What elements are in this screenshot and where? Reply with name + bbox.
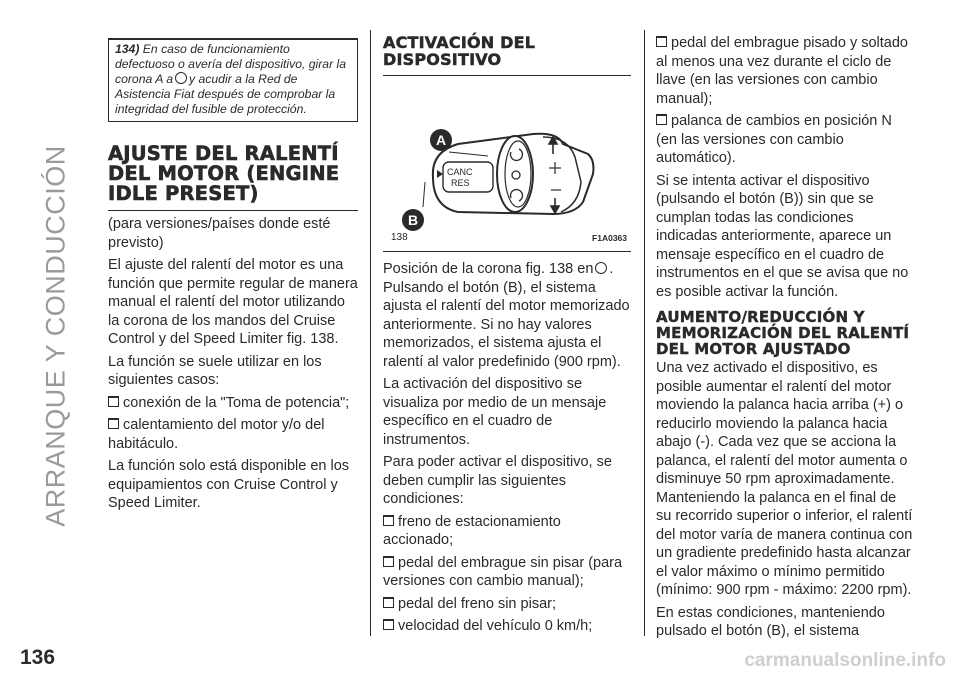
bullet-item: pedal del embrague sin pisar (para versiones con cambio manual); — [383, 554, 631, 591]
warning-note — [108, 38, 358, 122]
bullet-item: palanca de cambios en posición N (en las versiones con cambio automático). — [656, 112, 914, 168]
watermark: carmanualsonline.info — [744, 650, 946, 671]
bullet-item: conexión de la "Toma de potencia"; — [108, 394, 358, 413]
figure-number: 138 — [391, 231, 408, 243]
ring-off-icon — [175, 72, 187, 84]
figure-138 — [383, 82, 631, 252]
label-a: A — [435, 132, 447, 148]
paragraph: La función se suele utilizar en los siguientes casos: — [108, 353, 322, 388]
column-1 — [108, 38, 358, 517]
cruise-control-stalk-illustration — [383, 82, 631, 252]
section-title-activation: ACTIVACIÓN DEL DISPOSITIVO — [383, 34, 631, 76]
bullet-item: freno de estacionamiento accionado; — [383, 513, 631, 550]
paragraph: Si se intenta activar el dispositivo (pulsando el botón (B)) sin que se cumplan todas las condiciones indicadas anteriormente, aparece un mensaje específico en el cuadro de instrumentos en el que se avisa que no es posible activar la función. — [656, 172, 909, 300]
button-text-canc: CANC — [447, 167, 473, 177]
page-number: 136 — [20, 646, 56, 669]
paragraph — [383, 260, 631, 371]
bullet-item: velocidad del vehículo 0 km/h; — [383, 617, 631, 636]
section-title-increase-decrease: AUMENTO/REDUCCIÓN Y MEMORIZACIÓN DEL RALENTÍ DEL MOTOR AJUSTADO — [656, 308, 910, 358]
column-3 — [656, 34, 914, 645]
column-divider — [370, 30, 371, 636]
paragraph: El ajuste del ralentí del motor es una función que permite regular de manera manual el ralentí del motor utilizando la corona de los mandos del Cruise Control y del Speed Limiter fig. 138. — [108, 257, 358, 347]
paragraph: (para versiones/países donde esté previsto) — [108, 216, 331, 251]
label-b: B — [407, 212, 419, 228]
note-text-1: En caso de funcionamiento defectuoso o avería del dispositivo, girar la corona A a — [115, 42, 347, 86]
column-divider — [644, 30, 645, 636]
bullet-item: calentamiento del motor y/o del habitáculo. — [108, 416, 358, 453]
bullet-item: pedal del embrague pisado y soltado al menos una vez durante el ciclo de llave (en las versiones con cambio manual); — [656, 34, 914, 108]
paragraph: Para poder activar el dispositivo, se deben cumplir las siguientes condiciones: — [383, 454, 612, 507]
paragraph: La función solo está disponible en los equipamientos con Cruise Control y Speed Limiter. — [108, 458, 350, 511]
paragraph: La activación del dispositivo se visualiza por medio de un mensaje específico en el cuadro de instrumentos. — [383, 376, 607, 448]
button-text-res: RES — [451, 178, 470, 188]
paragraph: En estas condiciones, manteniendo pulsado el botón (B), el sistema — [656, 604, 885, 639]
note-number: 134) — [115, 42, 140, 56]
text: Posición de la corona fig. 138 en — [383, 261, 594, 277]
paragraph: Una vez activado el dispositivo, es posible aumentar el ralentí del motor moviendo la palanca hacia arriba (+) o reducirlo moviendo la palanca hacia abajo (-). Cada vez que se acciona la palanca, el ralentí del motor aumenta o disminuye 50 rpm aproximadamente. Manteniendo la palanca en el final de su recorrido superior o inferior, el ralentí del motor varía de manera continua con un gradiente predefinido hasta alcanzar el valor máximo o mínimo permitido (mínimo: 900 rpm - máximo: 2200 rpm). — [656, 360, 913, 598]
text: . Pulsando el botón (B), el sistema ajusta el ralentí del motor memorizado anteriormente. Si no hay valores memorizados, el sistema ajusta el ralentí al valor predefinido (900 rpm). — [383, 261, 630, 370]
section-title-idle-preset: AJUSTE DEL RALENTÍ DEL MOTOR (ENGINE IDLE PRESET) — [108, 144, 358, 211]
column-2 — [383, 34, 631, 640]
figure-code: F1A0363 — [592, 232, 627, 243]
ring-idle-icon — [595, 262, 607, 274]
bullet-item: pedal del freno sin pisar; — [383, 595, 631, 614]
note-text-2: y acudir a la Red de Asistencia Fiat después de comprobar la integridad del fusible de protección. — [115, 72, 336, 116]
